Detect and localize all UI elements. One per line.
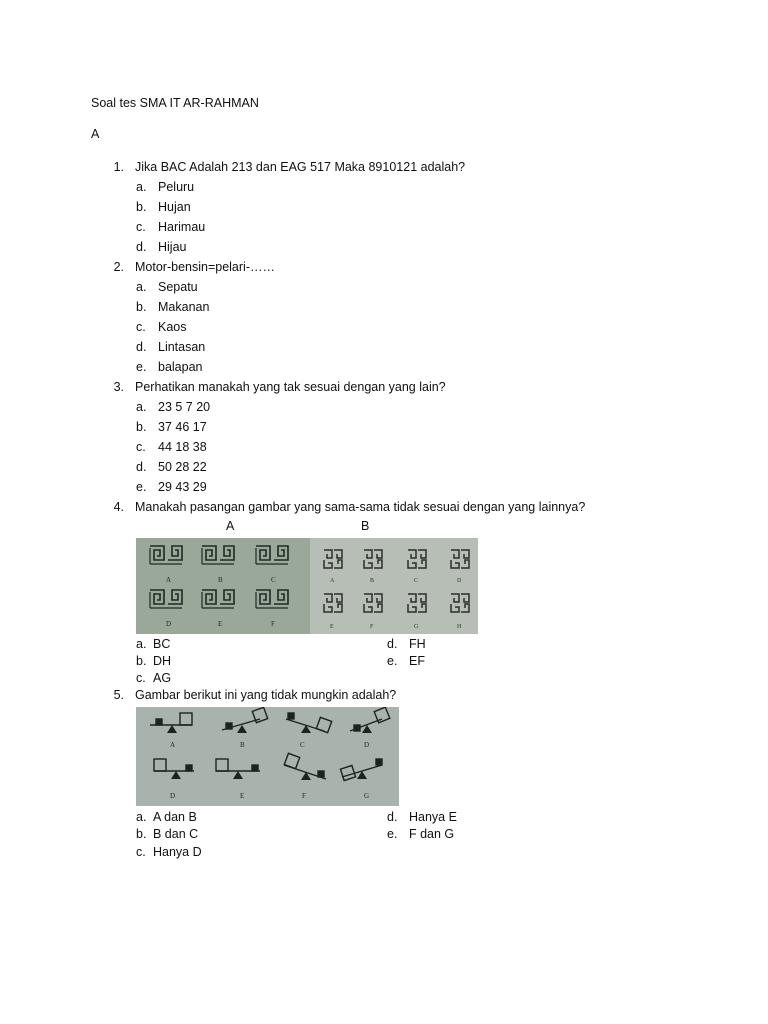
option-text: FH [409, 637, 426, 651]
option-text: Makanan [158, 300, 210, 314]
pattern-label: D [166, 620, 172, 628]
balance-label: C [300, 741, 305, 749]
option-text: EF [409, 654, 425, 668]
pattern-label: F [370, 624, 374, 630]
option-text: 37 46 17 [158, 420, 207, 434]
pattern-label: C [271, 576, 276, 584]
pattern-label: E [330, 624, 334, 630]
option-text: A dan B [153, 810, 197, 824]
option-letter: e. [387, 654, 398, 668]
option-letter: d. [136, 240, 147, 254]
option-text: Kaos [158, 320, 187, 334]
option-text: 44 18 38 [158, 440, 207, 454]
balance-label: G [364, 792, 370, 800]
option-letter: c. [136, 440, 146, 454]
option-letter: c. [136, 320, 146, 334]
question-number: 1. [113, 160, 124, 174]
pattern-label: D [457, 578, 462, 584]
option-letter: a. [136, 637, 147, 651]
option-text: B dan C [153, 827, 199, 841]
question-text: Jika BAC Adalah 213 dan EAG 517 Maka 8910121 adalah? [135, 160, 466, 174]
balance-label: F [302, 792, 306, 800]
pattern-label: A [166, 576, 172, 584]
option-text: Hujan [158, 200, 191, 214]
option-text: DH [153, 654, 172, 668]
balance-label: E [240, 792, 245, 800]
option-text: BC [153, 637, 171, 651]
pattern-image-a [136, 538, 310, 634]
option-text: balapan [158, 360, 203, 374]
option-letter: b. [136, 827, 147, 841]
option-text: Hanya E [409, 810, 457, 824]
option-letter: e. [136, 480, 147, 494]
option-letter: b. [136, 300, 147, 314]
balance-label: D [364, 741, 370, 749]
balance-label: B [240, 741, 245, 749]
option-text: F dan G [409, 827, 455, 841]
option-text: Peluru [158, 180, 195, 194]
option-letter: e. [136, 360, 147, 374]
pattern-image-b [310, 538, 478, 634]
option-letter: b. [136, 200, 147, 214]
option-letter: b. [136, 654, 147, 668]
pattern-label: A [330, 578, 335, 584]
question-text: Manakah pasangan gambar yang sama-sama tidak sesuai dengan yang lainnya? [135, 500, 586, 514]
question-number: 5. [113, 688, 124, 702]
option-text: Harimau [158, 220, 206, 234]
pattern-label: B [218, 576, 223, 584]
question-text: Perhatikan manakah yang tak sesuai dengan yang lain? [135, 380, 446, 394]
question-text: Gambar berikut ini yang tidak mungkin adalah? [135, 688, 397, 702]
pattern-label: F [271, 620, 275, 628]
question-number: 3. [113, 380, 124, 394]
option-letter: a. [136, 180, 147, 194]
balance-image [136, 707, 399, 806]
option-letter: c. [136, 671, 146, 685]
question-number: 2. [113, 260, 124, 274]
option-letter: e. [387, 827, 398, 841]
option-letter: d. [136, 460, 147, 474]
group-b-label: B [361, 519, 370, 533]
option-letter: c. [136, 220, 146, 234]
option-text: 29 43 29 [158, 480, 207, 494]
group-a-label: A [226, 519, 235, 533]
option-letter: c. [136, 845, 146, 859]
option-letter: a. [136, 810, 147, 824]
section-label: A [91, 127, 100, 141]
option-text: 50 28 22 [158, 460, 207, 474]
option-text: Sepatu [158, 280, 198, 294]
pattern-label: C [414, 578, 419, 584]
balance-label: A [170, 741, 176, 749]
balance-label: D [170, 792, 176, 800]
pattern-label: G [414, 624, 419, 630]
option-text: Hanya D [153, 845, 202, 859]
pattern-label: B [370, 578, 375, 584]
option-text: Hijau [158, 240, 187, 254]
option-letter: a. [136, 280, 147, 294]
option-letter: d. [387, 637, 398, 651]
option-text: Lintasan [158, 340, 206, 354]
option-letter: a. [136, 400, 147, 414]
option-letter: d. [136, 340, 147, 354]
option-text: 23 5 7 20 [158, 400, 211, 414]
option-letter: b. [136, 420, 147, 434]
document-title: Soal tes SMA IT AR-RAHMAN [91, 96, 259, 110]
pattern-label: E [218, 620, 223, 628]
question-text: Motor-bensin=pelari-…… [135, 260, 275, 274]
question-number: 4. [113, 500, 124, 514]
pattern-label: H [457, 624, 462, 630]
option-text: AG [153, 671, 172, 685]
option-letter: d. [387, 810, 398, 824]
